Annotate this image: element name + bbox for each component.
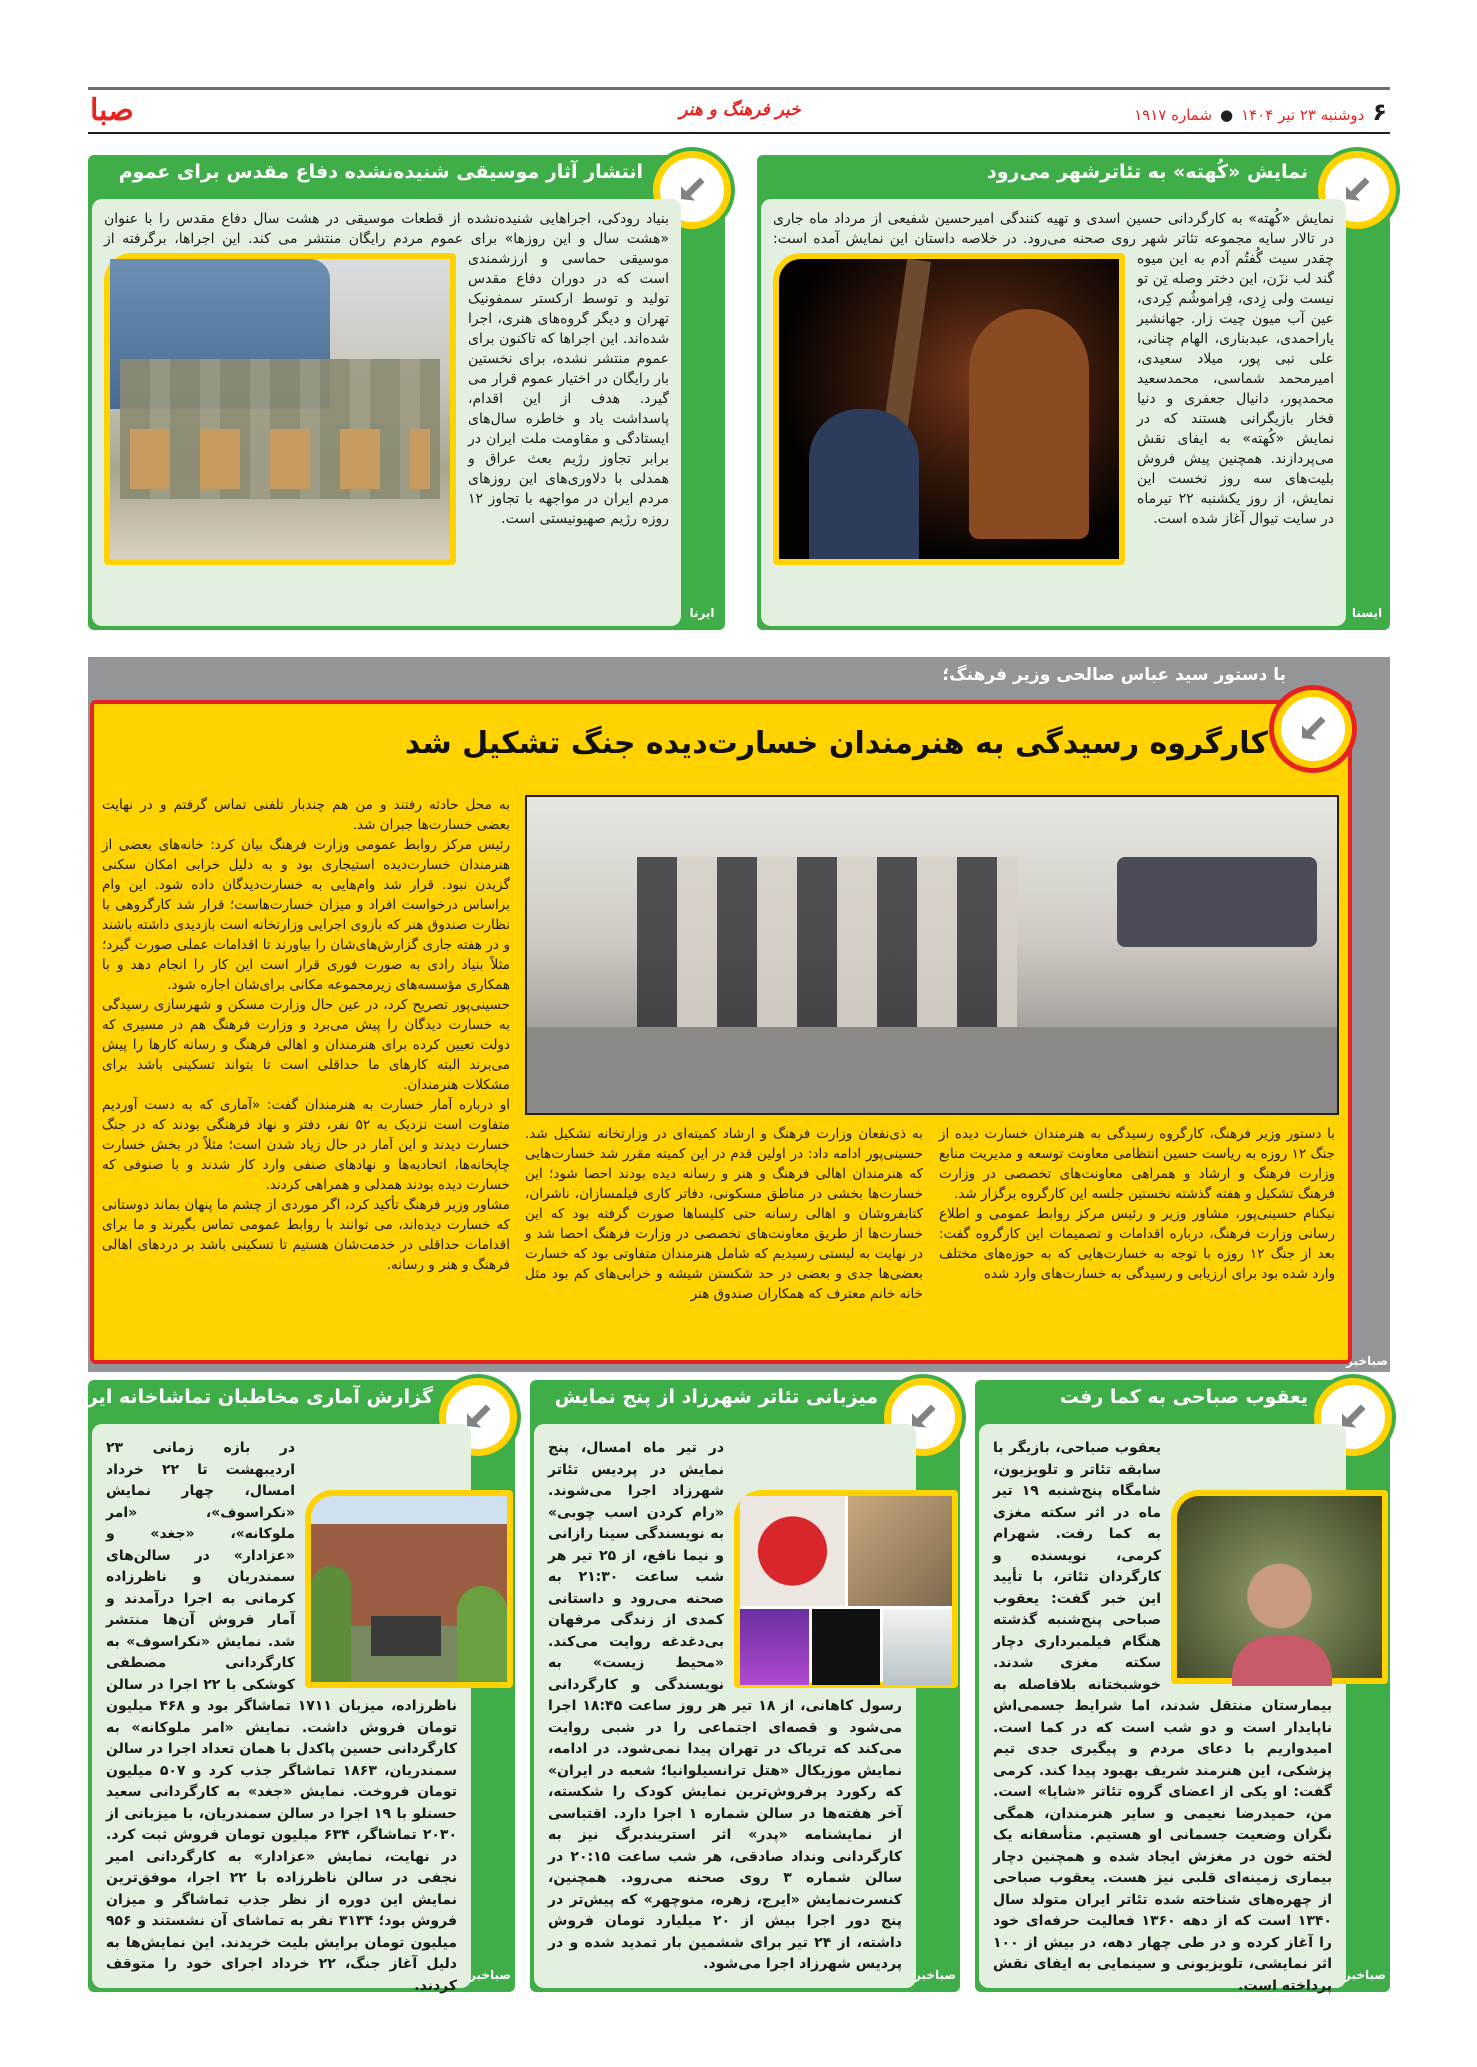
article-body: بنیاد رودکی، اجراهایی شنیده‌نشده از قطعات موسیقی در هشت سال دفاع مقدس را با عنوان «هشت سال و این روزها» برای عموم مردم رایگان منتشر می کند. این اجراها، برگرفته از موسیقی حماسی و ارزشمندی است که در دوران دفاع مقدس تولید و توسط ارکستر سمفونیک تهران و دیگر گروه‌های هنری، اجرا شده‌اند. این اجراها که تاکنون برای عموم منتشر نشده، برای نخستین بار رایگان در اختیار عموم قرار می گیرد. هدف از این اقدام، پاسداشت یاد و خاطره سال‌های ایستادگی و مقاومت ملت ایران در برابر تجاوز رژیم بعث عراق و همدلی با دلاوری‌های این روزهای مردم ایران در مواجهه با تجاوز ۱۲ روزه رژیم صهیونیستی است. xyxy=(104,211,669,527)
article-kohteh xyxy=(757,155,1390,630)
column-middle xyxy=(525,1124,923,1304)
issue-number: شماره ۱۹۱۷ xyxy=(1134,106,1213,124)
dateline xyxy=(1134,98,1387,126)
article-war-music xyxy=(88,155,725,630)
main-article-panel xyxy=(90,700,1352,1364)
main-headline: کارگروه رسیدگی به هنرمندان خسارت‌دیده جنگ تشکیل شد xyxy=(404,726,1268,761)
source-label: صباخبر xyxy=(468,1968,511,1982)
article-kicker: با دستور سید عباس صالحی وزیر فرهنگ؛ xyxy=(942,665,1286,685)
paragraph: نیکنام حسینی‌پور، مشاور وزیر و رئیس مرکز روابط عمومی و اطلاع رسانی وزارت فرهنگ، درباره اقدامات و تصمیمات این کارگروه گفت: بعد از جنگ ۱۲ روزه با توجه به خسارت‌هایی که به حوزه‌های مختلف وارد شده بود برای ارزیابی و رسیدگی به خسارت‌های وارد شده xyxy=(939,1206,1335,1282)
paragraph: رئیس مرکز روابط عمومی وزارت فرهنگ بیان کرد: خانه‌های بعضی از هنرمندان خسارت‌دیده استیجاری بود و به دلیل خرابی امکان سکنی گزیدن نبود. قرار شد وام‌هایی به خسارت‌دیدگان داده شود. این وام براساس درخواست افراد و میزان خسارت‌هاست؛ قرار شد کارگروهی با نظارت صندوق هنر که بازوی اجرایی وزارتخانه است بازدیدی داشته باشند و در هفته جاری گزارش‌های‌شان را بیاورند تا اقدامات عملی صورت گیرد؛ مثلاً بنیاد رادی به صورت فوری قرار است این کار را انجام دهد و با همکاری مؤسسه‌های زیرمجموعه مکانی برای‌شان اجاره شود. xyxy=(102,837,510,993)
article-title: انتشار آثار موسیقی شنیده‌نشده دفاع مقدس برای عموم xyxy=(118,161,643,183)
source-label: صباخبر xyxy=(1345,1354,1388,1368)
column-right xyxy=(939,1124,1335,1284)
photo-damaged-house-visit xyxy=(525,795,1339,1115)
paragraph: او درباره آمار خسارت به هنرمندان گفت: «آماری که به دست آوردیم متفاوت است نزدیک به ۵۲ نفر، دفتر و نهاد فرهنگی بودند که در جنگ خسارت دیدند و این آمار در حال زیاد شدن است؛ مثلاً در بخش خسارت چاپخانه‌ها، اتحادیه‌ها و نهادهای صنفی وارد کار شدند و با صنوفی که خسارت دیده بودند همدلی و همراهی کردند. xyxy=(102,1097,510,1193)
article-title: میزبانی تئاتر شهرزاد از پنج نمایش xyxy=(554,1386,878,1408)
page-number: ۶ xyxy=(1372,98,1387,126)
header-top-rule xyxy=(88,87,1390,90)
paragraph: به محل حادثه رفتند و من هم چندبار تلفنی تماس گرفتم و در نهایت بعضی خسارت‌ها جبران شد. xyxy=(102,797,510,833)
article-body: نمایش «کُهته» به کارگردانی حسین اسدی و تهیه کنندگی امیرحسین شفیعی از مرداد ماه جاری در تالار سایه مجموعه تئاتر شهر روی صحنه می‌رود. در خلاصه داستان این نمایش آمده است: چقدر سیت گُفتُم آدم به این میوه گند لب نزَن، این دختر وصله تِن تو نیست ولی زِدی، فِراموشُم کِردی، عین آب میون چیت زار. جهانشیر یاراحمدی، عبدبناری، الهام چنانی، علی نبی پور، میلاد سعیدی، امیرمحمد شماسی، محمدسعید محمدپور، دانیال جعفری و دنیا فخار بازیگرانی هستند که در نمایش «کُهته» به ایفای نقش می‌پردازند. همچنین پیش فروش بلیت‌های سه روز نخست این نمایش، از روز یکشنبه ۲۲ تیرماه در سایت تیوال آغاز شده است. xyxy=(773,211,1334,527)
article-body: در بازه زمانی ۲۳ اردیبهشت تا ۲۲ خرداد امسال، چهار نمایش «نکراسوف»، «امر ملوکانه»، «جغد» و «عزادار» در سالن‌های سمندریان و ناظرزاده کرمانی به اجرا درآمدند و آمار فروش آن‌ها منتشر شد. نمایش «نکراسوف» به کارگردانی مصطفی کوشکی با ۲۲ اجرا در سالن ناظرزاده، میزبان ۱۷۱۱ تماشاگر بود و ۴۶۸ میلیون تومان فروش داشت. نمایش «امر ملوکانه» به کارگردانی حسین پاکدل با همان تعداد اجرا در سالن سمندریان، ۱۸۶۳ تماشاگر جذب کرد و ۵۰۷ میلیون تومان فروخت. نمایش «جغد» به کارگردانی سعید حسنلو با ۱۹ اجرا در سالن سمندریان، با میزبانی از ۲۰۳۰ تماشاگر، ۶۳۴ میلیون تومان فروش ثبت کرد. در نهایت، نمایش «عزادار» به کارگردانی امیر نجفی در سالن ناظرزاده با ۲۲ اجرا، موفق‌ترین نمایش این دوره از نظر جذب تماشاگر و میزان فروش بود؛ ۳۱۳۴ نفر به تماشای آن نشستند و ۹۵۶ میلیون تومان برایش بلیت خریدند. این نمایش‌ها به دلیل آغاز جنگ، ۲۲ خرداد اجرای خود را متوقف کردند. xyxy=(106,1440,458,1994)
article-panel xyxy=(92,199,681,626)
article-iranshahr xyxy=(29,1380,515,1994)
article-title: یعقوب صباحی به کما رفت xyxy=(1059,1386,1308,1408)
source-label: ایرنا xyxy=(689,606,715,620)
article-shahrzad xyxy=(530,1380,960,1992)
article-panel xyxy=(979,1424,1346,1994)
article-title: نمایش «کُهته» به تئاترشهر می‌رود xyxy=(986,161,1308,183)
source-label: صباخبر xyxy=(913,1968,956,1982)
photo-iranshahr-theater xyxy=(305,1490,513,1688)
article-panel xyxy=(92,1424,471,1994)
source-label: ایسنا xyxy=(1351,606,1383,620)
paragraph: مشاور وزیر فرهنگ تأکید کرد، اگر موردی از چشم ما پنهان بماند دوستانی که خسارت دیده‌اند، می توانند با روابط عمومی تماس بگیرند و ما برای اقدامات حداقلی در خدمت‌شان هستیم تا تسکینی باشد بر دردهای اهالی فرهنگ و هنر و رسانه. xyxy=(102,1197,510,1273)
paragraph: به ذی‌نفعان وزارت فرهنگ و ارشاد کمیته‌ای در وزارتخانه تشکیل شد. حسینی‌پور ادامه داد: در اولین قدم در این کمیته مقرر شد خسارت‌هایی که هنرمندان اهالی فرهنگ و هنر و رسانه دیده بودند احصا شود؛ این خسارت‌ها بخشی در مناطق مسکونی، دفاتر کاری فیلمسازان، ناشران، کتابفروشان و اهالی رسانه حتی کلیساها صورت گرفته بود که این خسارت‌ها از طریق معاونت‌های تخصصی در وزارت فرهنگ احصا شد و در نهایت به لیستی رسیدیم که شامل هنرمندان متفاوتی بود که خسارت بعضی‌ها جدی و بعضی در حد شکستن شیشه و خرابی‌های کم بود مثل خانه خانم معترف که همکاران صندوق هنر xyxy=(525,1126,923,1302)
section-title: خبر فرهنگ و هنر xyxy=(679,100,801,120)
photo-kohteh-actors xyxy=(773,253,1125,565)
article-title: گزارش آماری مخاطبان تماشاخانه ایرانشهر xyxy=(29,1386,433,1408)
photo-orchestra-bus xyxy=(104,253,456,565)
photo-poster-collage xyxy=(734,1490,958,1688)
poster-father xyxy=(812,1609,881,1685)
arrow-badge-icon xyxy=(1274,690,1352,768)
poster-environment xyxy=(848,1496,953,1606)
article-panel xyxy=(534,1424,916,1988)
article-sabahi xyxy=(975,1380,1390,1992)
article-body: یعقوب صباحی، بازیگر با سابقه تئاتر و تلویزیون، شامگاه پنج‌شنبه ۱۹ تیر ماه در اثر سکته مغزی به کما رفت. شهرام کرمی، نویسنده و کارگردان تئاتر، با تأیید این خبر گفت: یعقوب صباحی پنج‌شنبه گذشته هنگام فیلمبرداری دچار سکته مغزی شدند. خوشبختانه بلافاصله به بیمارستان منتقل شدند، اما شرایط جسمی‌اش ناپایدار است و دو شب است که در کما است. امیدواریم با دعای مردم و پیگیری جدی تیم پزشکی، این هنرمند شریف بهبود پیدا کند. کرمی گفت: او یکی از اعضای گروه تئاتر «شایا» است. من، حمیدرضا نعیمی و سایر هنرمندان، همگی نگران وضعیت جسمانی او هستیم. متأسفانه یک لخته خون در مغزش ایجاد شده و همچنین دچار بیماری زمینه‌ای قلبی نیز هست. یعقوب صباحی از چهره‌های شناخته شده تئاتر ایران متولد سال ۱۳۴۰ است که از دهه ۱۳۶۰ فعالیت حرفه‌ای خود را آغاز کرده و در طی چهار دهه، در بیش از ۱۰۰ اثر نمایشی، تلویزیونی و سینمایی به ایفای نقش پرداخته است. xyxy=(993,1440,1332,1994)
poster-hotel-transylvania xyxy=(740,1609,809,1685)
separator-dot: ● xyxy=(1220,106,1234,124)
date: دوشنبه ۲۳ تیر ۱۴۰۴ xyxy=(1241,106,1365,124)
paragraph: حسینی‌پور تصریح کرد، در عین حال وزارت مسکن و شهرسازی رسیدگی به خسارت دیدگان را پیش می‌برد و وزارت فرهنگ هم در مسیری که دولت تعیین کرده برای هنرمندان و اهالی فرهنگ و رسانه کارها را پیش می‌برند البته کارهای ما حداقلی است تا بتواند تسکینی باشد برای مشکلات هنرمندان. xyxy=(102,997,510,1093)
article-panel xyxy=(761,199,1346,626)
poster-wooden-horse xyxy=(740,1496,845,1606)
header-bottom-rule xyxy=(88,132,1390,134)
photo-yaghoub-sabahi xyxy=(1171,1490,1388,1684)
newspaper-logo: صبا xyxy=(90,93,134,128)
source-label: صباخبر xyxy=(1343,1968,1386,1982)
poster-iraj-zohreh-manouchehr xyxy=(883,1609,952,1685)
main-article xyxy=(88,657,1390,1372)
column-left xyxy=(102,795,510,1275)
paragraph: با دستور وزیر فرهنگ، کارگروه رسیدگی به هنرمندان خسارت دیده از جنگ ۱۲ روزه به ریاست حسین انتظامی معاونت توسعه و مدیریت منابع وزارت فرهنگ و ارشاد و همراهی معاونت‌های تخصصی در وزارت فرهنگ تشکیل و هفته گذشته نخستین جلسه این کارگروه برگزار شد. xyxy=(939,1126,1336,1202)
article-body: در تیر ماه امسال، پنج نمایش در پردیس تئاتر شهرزاد اجرا می‌شوند. «رام کردن اسب چوبی» به نویسندگی سینا رازانی و نیما نافع، از ۲۵ تیر هر شب ساعت ۲۱:۳۰ به صحنه می‌رود و داستانی کمدی از زندگی مرفهان بی‌دغدغه روایت می‌کند. «محیط زیست» به نویسندگی و کارگردانی رسول کاهانی، از ۱۸ تیر هر روز ساعت ۱۸:۴۵ اجرا می‌شود و قصه‌ای اجتماعی را در شبی روایت می‌کند که تریاک در تهران پیدا نمی‌شود. در ادامه، نمایش موزیکال «هتل ترانسیلوانیا؛ شعبه در ایران» که رکورد پرفروش‌ترین نمایش کودک را شکسته، آخر هفته‌ها در سالن شماره ۱ اجرا دارد. اقتباسی از نمایشنامه «پدر» اثر استریندبرگ نیز به کارگردانی ونداد صادقی، هر شب ساعت ۲۰:۱۵ در سالن شماره ۳ روی صحنه می‌رود. همچنین، کنسرت‌نمایش «ایرج، زهره، منوچهر» که پیش‌تر در پنج دور اجرا بیش از ۲۰ میلیارد تومان فروش داشته، از ۲۴ تیر برای ششمین بار تمدید شده و در پردیس شهرزاد اجرا می‌شود. xyxy=(548,1440,902,1972)
